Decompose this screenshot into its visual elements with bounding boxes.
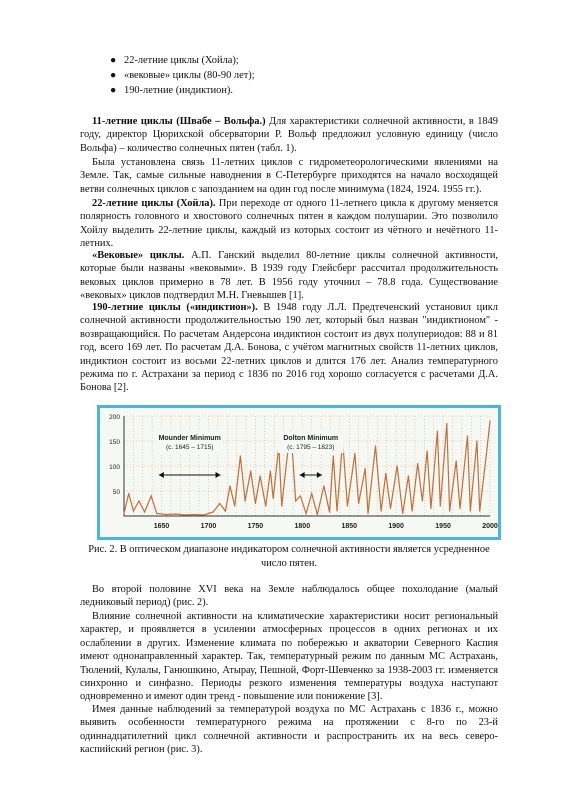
data-point (144, 511, 145, 512)
data-point (270, 470, 271, 471)
data-point (427, 450, 428, 451)
data-point (375, 445, 376, 446)
data-point (446, 423, 447, 424)
paragraph-regional-influence: Влияние солнечной активности на климатические характеристики носит региональный характер, и проявляется в усилении атмосферных процессов в одних регионах и их ослаблении в других. Изменение климата по побережью и акватории Северного Каспия имеют однонаправленный характер. Так, температурный режим по данным МС Астрахань, Тюлений, Кулалы, Ганюшкино, Атырау, Пешной, Форт-Шевченко за 1938-2003 гг. изменяется синхронно и синфазно. Периоды резкого изменения температуры воздуха наступают одновременно и имеют один тренд - повышение или понижение [3]. (80, 611, 498, 703)
data-point (166, 514, 167, 515)
data-point (213, 511, 214, 512)
annotation-label: Mounder Minimum (158, 435, 221, 442)
data-point (281, 505, 282, 506)
data-point (347, 505, 348, 506)
data-point (354, 453, 355, 454)
data-point (470, 510, 471, 511)
data-point (229, 485, 230, 486)
data-point (479, 510, 480, 511)
paragraph-floods: Была установлена связь 11-летних циклов с гидрометеорологическими явлениями на Земле. Так, самые сильные наводнения в С-Петербурге приходятся на начало восходящей ветви солнечных циклов с запозданием на один год после минимума (1824, 1924. 1955 гг.). (80, 157, 498, 195)
data-point (244, 500, 245, 501)
data-point (367, 513, 368, 514)
data-point (234, 505, 235, 506)
data-point (311, 493, 312, 494)
y-tick-label: 200 (109, 414, 120, 421)
data-point (417, 463, 418, 464)
data-point (422, 500, 423, 501)
x-tick-label: 1950 (435, 523, 451, 530)
data-point (240, 455, 241, 456)
data-point (255, 503, 256, 504)
arrow-head-left-icon (300, 472, 305, 478)
x-tick-label: 1650 (153, 523, 170, 530)
data-point (184, 514, 185, 515)
data-point (250, 470, 251, 471)
bullet-icon: ● (110, 85, 117, 96)
data-point (329, 511, 330, 512)
data-point (396, 465, 397, 466)
data-point (295, 500, 296, 501)
data-point (273, 498, 274, 499)
paragraph-hale: 22-летние циклы (Хойла). При переходе от одного 11-летнего цикла к другому меняется полярность головного и хвостового солнечных пятен в каждом полушарии. Это позволило Хойлу выделить 22-летние циклы, каждый из которых состоит из чётного и нечётного 11-летних. (80, 198, 498, 250)
data-point (358, 503, 359, 504)
data-point (381, 510, 382, 511)
x-tick-label: 1800 (294, 523, 311, 530)
arrow-head-left-icon (159, 472, 164, 478)
data-point (265, 505, 266, 506)
paragraph-indiction: 190-летние циклы («индиктион»). В 1948 году Л.Л. Предтеченский установил цикл солнечной активности продолжительностью 190 лет, который был назван "индиктионом" - возвращающийся. По расчетам Андерсона индиктион состоит из двух полупериодов: 88 и 81 год, всего 169 лет. По расчетам Д.А. Бонова, с учётом магнитных свойств 11-летних циклов, индиктион состоит из восьми 22-летних циклов и длится 176 лет. Анализ температурного режима по г. Астрахани за период с 1836 по 2016 год хорошо согласуется с расчетами Д.А. Бонова [2]. (80, 302, 498, 394)
y-tick-label: 100 (109, 464, 120, 471)
data-point (449, 510, 450, 511)
list-item: ● 190-летние (индиктион). (110, 85, 233, 96)
data-point (317, 514, 318, 515)
bullet-icon: ● (110, 55, 117, 66)
data-point (305, 513, 306, 514)
annotation-period: (c. 1795 – 1823) (287, 444, 335, 451)
data-point (385, 473, 386, 474)
list-item: ● 22-летние циклы (Хойла); (110, 55, 239, 66)
data-point (219, 503, 220, 504)
y-tick-label: 50 (112, 489, 120, 496)
data-point (151, 495, 152, 496)
data-point (225, 510, 226, 511)
data-point (365, 468, 366, 469)
data-point (489, 420, 490, 421)
data-point (412, 510, 413, 511)
annotation-period: (c. 1645 – 1715) (166, 444, 214, 451)
data-point (486, 455, 487, 456)
data-point (333, 455, 334, 456)
data-point (476, 440, 477, 441)
x-tick-label: 1700 (200, 523, 217, 530)
cycle-bullet-list (110, 53, 255, 98)
data-point (175, 513, 176, 514)
data-point (459, 508, 460, 509)
data-point (336, 510, 337, 511)
paragraph-secular: «Вековые» циклы. А.П. Ганский выделил 80-летние циклы солнечной активности, которые были названы «вековыми». В 1939 году Глейсберг рассчитал продолжительность вековых циклов примерно в 78 лет. В 1956 году уточнил – 78.8 года. Существование «вековых» циклов подтвердил М.Н. Гневышев [1]. (80, 250, 498, 302)
sunspot-chart (100, 408, 498, 537)
x-tick-label: 2000 (482, 523, 498, 530)
bullet-icon: ● (110, 70, 117, 81)
data-point (300, 495, 301, 496)
data-point (138, 500, 139, 501)
data-point (128, 493, 129, 494)
data-point (133, 510, 134, 511)
data-point (467, 435, 468, 436)
data-point (156, 513, 157, 514)
data-point (194, 514, 195, 515)
data-point (440, 505, 441, 506)
data-point (402, 513, 403, 514)
paragraph-little-ice-age: Во второй половине XVI века на Земле наблюдалось общее похолодание (малый ледниковый период) (рис. 2). (80, 584, 498, 609)
x-tick-label: 1750 (247, 523, 264, 530)
figure-caption: Рис. 2. В оптическом диапазоне индикатором солнечной активности является усредненное число пятен. (88, 544, 490, 569)
data-point (430, 508, 431, 509)
data-point (408, 475, 409, 476)
data-point (323, 485, 324, 486)
paragraph-schwabe-wolf: 11-летние циклы (Швабе – Вольфа.) Для характеристики солнечной активности, в 1849 году, директор Цюрихской обсерватории Р. Вольф предложил условную единицу (число Вольфа) – количество солнечных пятен (табл. 1). (80, 116, 498, 154)
annotation-label: Dolton Minimum (283, 435, 339, 442)
x-tick-label: 1900 (388, 523, 404, 530)
data-point (390, 508, 391, 509)
data-point (287, 455, 288, 456)
sunspot-chart-figure (97, 405, 501, 540)
y-tick-label: 150 (109, 439, 120, 446)
arrow-head-right-icon (317, 472, 322, 478)
paragraph-astrakhan-data: Имея данные наблюдений за температурой воздуха по МС Астрахань с 1836 г., можно выявить особенности температурного режима на протяжении с 8-го по 23-й одиннадцатилетний цикл солнечной активности и распространить их на весь северо-каспийский регион (рис. 3). (80, 704, 498, 756)
list-item: ● «вековые» циклы (80-90 лет); (110, 70, 255, 81)
data-point (203, 514, 204, 515)
data-point (456, 460, 457, 461)
arrow-head-right-icon (216, 472, 221, 478)
data-point (437, 430, 438, 431)
data-point (259, 475, 260, 476)
data-point (123, 513, 124, 514)
x-tick-label: 1850 (341, 523, 358, 530)
